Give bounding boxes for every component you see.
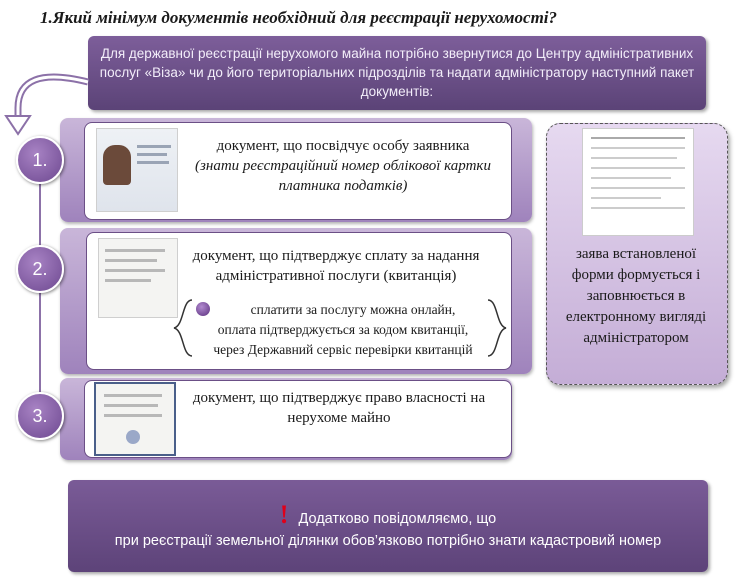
step-3-text: документ, що підтверджує право власності на нерухоме майно xyxy=(192,390,486,426)
step-1-main: документ, що посвідчує особу заявника xyxy=(216,138,470,154)
id-card-image xyxy=(96,128,178,212)
step-1-text xyxy=(180,136,506,196)
intro-text: Для державної реєстрації нерухомого майна потрібно звернутися до Центру адміністративних послуг «Віза» чи до його територіальних підрозділів та надати адміністратору наступний пакет документів: xyxy=(99,46,695,99)
step-2-number: 2. xyxy=(16,245,64,293)
step-3-number: 3. xyxy=(16,392,64,440)
bottom-line1: Додатково повідомляємо, що xyxy=(298,511,497,527)
page-title: 1.Який мінімум документів необхідний для реєстрації нерухомості? xyxy=(40,8,558,27)
certificate-image xyxy=(94,382,176,456)
step-1-note: (знати реєстраційний номер облікової картки платника податків) xyxy=(195,158,491,194)
intro-box xyxy=(88,36,706,110)
step-2-main: документ, що підтверджує сплату за надання адміністративної послуги (квитанція) xyxy=(192,248,480,284)
side-text: заява встановленої форми формується і заповнюється в електронному вигляді адміністратором xyxy=(565,246,707,346)
step-1-number: 1. xyxy=(16,136,64,184)
form-image xyxy=(582,128,694,236)
step-2-note-line2: оплата підтверджується за кодом квитанції, xyxy=(217,322,469,337)
step-2-note xyxy=(184,300,502,360)
bottom-line2: при реєстрації земельної ділянки обов’язково потрібно знати кадастровий номер xyxy=(114,533,662,549)
bottom-note xyxy=(68,480,708,572)
step-2-note-line3: через Державний сервіс перевірки квитанцій xyxy=(213,342,473,357)
exclamation-icon: ! xyxy=(279,500,289,529)
step-2-note-line1: сплатити за послугу можна онлайн, xyxy=(250,302,456,317)
receipt-image xyxy=(98,238,178,318)
